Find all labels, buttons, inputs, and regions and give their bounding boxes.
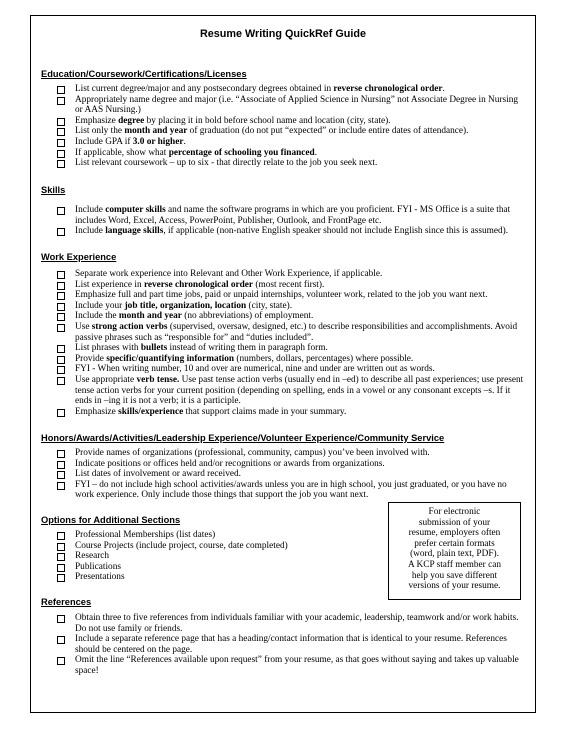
item-continuation-text: space! [75,665,99,676]
item-text: Research [75,551,110,562]
item-text: FYI – do not include high school activities/awards unless you are in high school, you just graduated, or you have no [75,479,507,490]
item-continuation-text: ends in –ing it is not a verb; it is a participle. [75,396,241,407]
item-continuation-text: should be centered on the page. [75,644,193,655]
emphasis-text: degree [118,115,145,126]
emphasis-text: 3.0 or higher [132,136,184,147]
item-continuation-text: includes Word, Excel, Access, PowerPoint, Publisher, Outlook, and FrontPage etc. [75,215,382,226]
checklist-item [57,448,507,459]
checklist-item [57,226,510,237]
checklist-item [57,634,519,655]
item-continuation-text: tense action verbs for your current position (depending on spelling, ends in a vowel or any consonant excepts –s. If it [75,385,511,396]
item-text: List current degree/major and any postsecondary degrees obtained in [75,84,334,94]
checklist-item [57,364,523,375]
item-text: Professional Memberships (list dates) [75,530,216,540]
checklist-item [57,322,523,343]
emphasis-text: skills/experience [118,406,184,417]
item-text: instead of writing them in paragraph form. [167,343,328,354]
item-text: Use past tense action verbs (usually end in –ed) to describe all past experiences; use present [179,374,524,385]
callout-line: submission of your [418,517,491,528]
checklist-item [57,530,288,541]
checklist-item [57,407,523,418]
item-text: Emphasize [75,406,119,417]
callout-line: A KCP staff member can [408,559,501,570]
item-text: (numbers, dollars, percentages) where possible. [234,353,414,364]
section-heading-additional-sections: Options for Additional Sections [41,515,181,525]
checklist-item [57,116,518,127]
checklist-item [57,126,518,137]
item-text: of graduation (do not put “expected” or include entire dates of attendance). [187,126,469,137]
checklist-item [57,343,523,354]
callout-line: For electronic [428,507,481,517]
item-text: Publications [75,561,121,572]
item-text: . [314,147,318,158]
item-text: that support claims made in your summary. [183,406,347,417]
page-title: Resume Writing QuickRef Guide [200,28,366,40]
work-experience-list [57,269,523,417]
emphasis-text: verb tense. [136,374,180,385]
item-text: Include [75,226,106,237]
honors-list [57,448,507,501]
emphasis-text: specific/quantifying information [106,353,235,364]
item-text: . [442,84,445,94]
item-text: Provide names of organizations (professional, community, campus) you’ve been involved with. [75,448,430,458]
item-text: List relevant coursework – up to six - that directly relate to the job you seek next. [75,158,378,169]
item-text: Presentations [75,572,125,583]
additional-sections-list [57,530,288,583]
item-text: Include the [75,311,119,322]
callout-line: help you save different [411,570,498,581]
item-text: Course Projects (include project, course, date completed) [75,540,288,551]
emphasis-text: percentage of schooling you financed [168,147,315,158]
emphasis-text: job title, organization, location [124,300,247,311]
checklist-item [57,280,523,291]
references-list [57,613,519,677]
item-text: Indicate positions or offices held and/or recognitions or awards from organizations. [75,458,385,469]
item-text: , if applicable (non-native English speaker should not include English since this is assumed). [163,226,509,237]
item-text: Omit the line “References available upon request” from your resume, as that goes without saying and takes up valuable [75,655,519,666]
emphasis-text: bullets [140,343,168,354]
item-text: (supervised, oversaw, designed, etc.) to describe responsibilities and accomplishments. Avoid [167,321,518,332]
checklist-item [57,290,523,301]
item-text: (no abbreviations) of employment. [181,311,314,322]
item-text: List experience in [75,279,144,290]
skills-list [57,205,510,237]
checklist-item [57,541,288,552]
item-text: List only the [75,126,125,137]
item-text: Separate work experience into Relevant and Other Work Experience, if applicable. [75,269,383,279]
checklist-item [57,480,507,501]
emphasis-text: reverse chronological order [333,84,443,94]
checklist-item [57,562,288,573]
callout-line: prefer certain formats [414,538,495,549]
electronic-submission-callout [388,502,521,600]
checklist-item [57,269,523,280]
item-text: and name the software programs in which are you proficient. FYI - MS Office is a suite that [165,205,511,215]
emphasis-text: month and year [124,126,188,137]
emphasis-text: language skills [105,226,164,237]
checklist-item [57,572,288,583]
item-text: Emphasize full and part time jobs, paid or unpaid internships, volunteer work, related to the job you want next. [75,290,488,301]
item-continuation-text: or AAS Nursing.) [75,105,141,116]
checklist-item [57,311,523,322]
checklist-item [57,375,523,407]
item-text: Obtain three to five references from individuals familiar with your academic, leadership, teamwork and/or work habits. [75,613,519,623]
checklist-item [57,95,518,116]
checklist-item [57,469,507,480]
item-text: (most recent first). [253,279,325,290]
item-continuation-text: Do not use family or friends. [75,623,183,634]
callout-line: versions of your resume. [408,581,501,592]
item-text: Use [75,321,92,332]
checklist-item [57,84,518,95]
checklist-item [57,205,510,226]
item-text: (city, state). [246,300,293,311]
quickref-guide-page [30,15,536,713]
item-continuation-text: work experience. Only include those things that support the job you want next. [75,490,369,501]
emphasis-text: computer skills [105,205,166,215]
checklist-item [57,148,518,159]
item-text: Include GPA if [75,136,133,147]
checklist-item [57,137,518,148]
section-heading-references: References [41,597,92,607]
item-text: Emphasize [75,115,119,126]
item-text: Include a separate reference page that has a heading/contact information that is identical to your resume. References [75,634,507,645]
emphasis-text: month and year [118,311,182,322]
item-text: Include your [75,300,125,311]
emphasis-text: strong action verbs [91,321,168,332]
emphasis-text: reverse chronological order [143,279,254,290]
item-text: List dates of involvement or award received. [75,469,241,480]
checklist-item [57,459,507,470]
checklist-item [57,158,518,169]
checklist-item [57,301,523,312]
checklist-item [57,655,519,676]
item-text: List phrases with [75,343,141,354]
callout-line: (word, plain text, PDF). [410,549,499,560]
section-heading-skills: Skills [41,185,66,195]
item-text: If applicable, show what [75,147,169,158]
item-text: Include [75,205,106,215]
education-list [57,84,518,169]
item-text: Use appropriate [75,374,137,385]
checklist-item [57,613,519,634]
item-continuation-text: passive phrases such as “responsible for” and “duties included”. [75,332,314,343]
section-heading-honors: Honors/Awards/Activities/Leadership Experience/Volunteer Experience/Community Service [41,433,445,443]
callout-line: resume, employers often [408,528,501,539]
item-text: FYI - When writing number, 10 and over are numerical, nine and under are written out as words. [75,364,435,375]
item-text: Appropriately name degree and major (i.e. “Associate of Applied Science in Nursing” not Associate Degree in Nursing [75,94,519,105]
section-heading-work-experience: Work Experience [41,252,117,262]
section-heading-education: Education/Coursework/Certifications/Licenses [41,69,247,79]
item-text: Provide [75,353,107,364]
item-text: . [183,136,186,147]
checklist-item [57,354,523,365]
checklist-item [57,551,288,562]
item-text: by placing it in bold before school name and location (city, state). [144,115,391,126]
